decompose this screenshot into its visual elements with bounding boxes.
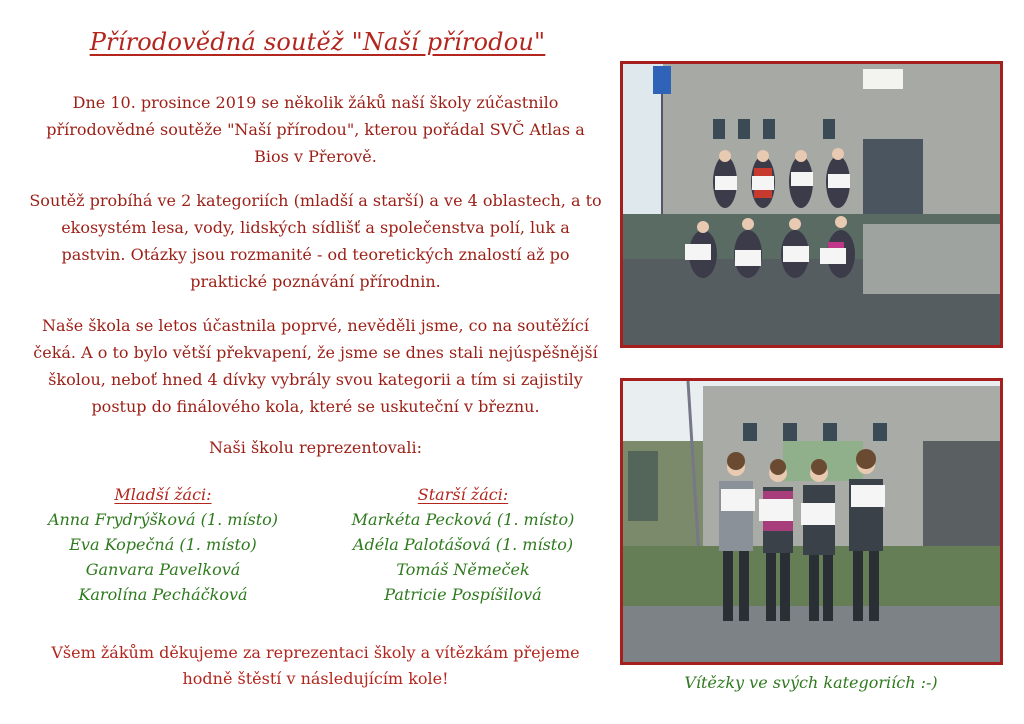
older-pupils-list [333,482,593,607]
photo-caption: Vítězky ve svých kategoriích :-) [684,673,938,692]
result-paragraph: Naše škola se letos účastnila poprvé, nevěděli jsme, co na soutěžící čeká. A o to bylo větší překvapení, že jsme se dnes stali nejúspěšnější školou, neboť hned 4 dívky vybrály svou kategorii a tím si zajistily postup do finálového kola, které se uskuteční v březnu. [33,316,598,416]
older-name: Tomáš Němeček [396,560,530,579]
younger-pupils-list [33,482,293,607]
younger-name: Karolína Pecháčková [78,585,248,604]
competition-paragraph: Soutěž probíhá ve 2 kategoriích (mladší a starší) a ve 4 oblastech, a to ekosystém lesa, vody, lidských sídlišť a společenstva polí, luk a pastvin. Otázky jsou rozmanité - od teoretických znalostí až po praktické poznávání přírodnin. [29,191,602,291]
thanks-text: Všem žákům děkujeme za reprezentaci školy a vítězkám přejeme hodně štěstí v následujícím kole! [51,643,580,688]
older-name: Patricie Pospíšilová [384,585,542,604]
older-name: Markéta Pecková (1. místo) [351,510,575,529]
younger-name: Eva Kopečná (1. místo) [69,535,257,554]
winners-photo [620,378,1003,665]
older-name: Adéla Palotášová (1. místo) [352,535,574,554]
page-title: Přírodovědná soutěž "Naší přírodou" [89,28,546,56]
representatives-heading: Naši školu reprezentovali: [209,438,422,457]
younger-name: Anna Frydrýšková (1. místo) [47,510,279,529]
intro-paragraph: Dne 10. prosince 2019 se několik žáků naší školy zúčastnilo přírodovědné soutěže "Naší přírodou", kterou pořádal SVČ Atlas a Bios v Přerově. [46,93,585,166]
younger-heading: Mladší žáci: [114,485,212,504]
older-heading: Starší žáci: [417,485,509,504]
group-photo-building [620,61,1003,348]
younger-name: Ganvara Pavelková [85,560,241,579]
